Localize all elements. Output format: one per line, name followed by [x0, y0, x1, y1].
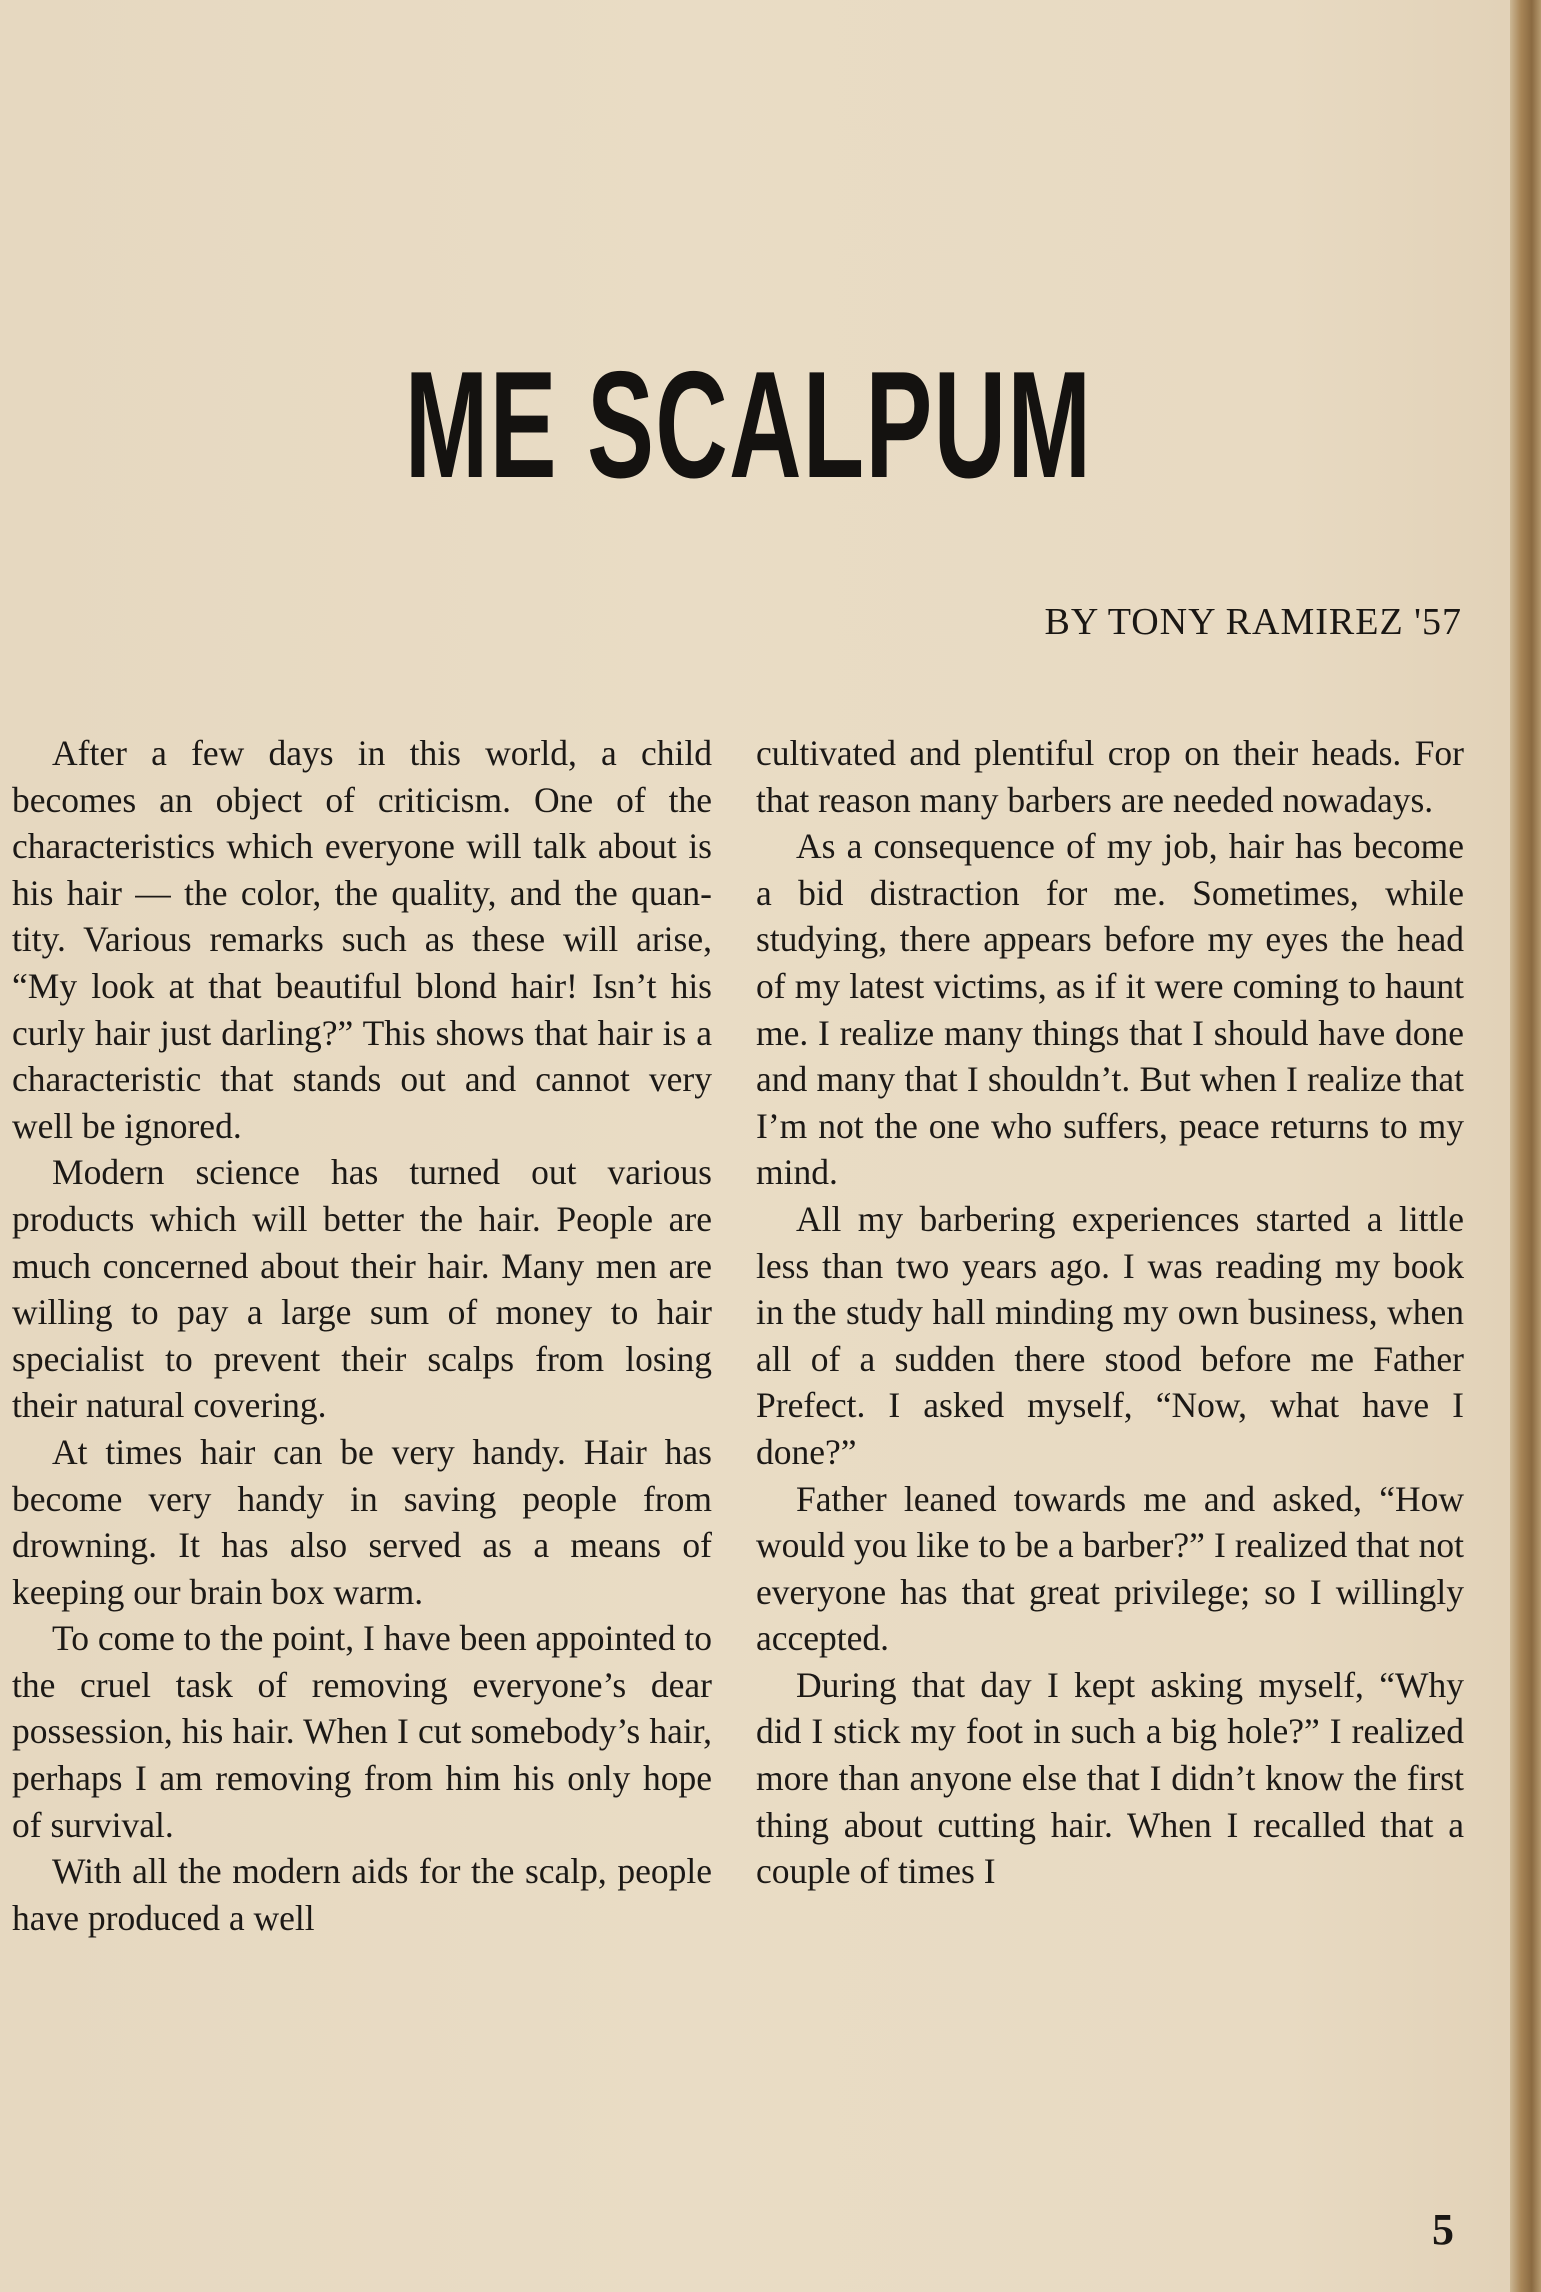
paragraph: At times hair can be very handy. Hair has become very handy in saving people from drowning. It has also served as a means of keeping our brain box warm.	[12, 1431, 712, 1612]
right-text-column	[756, 730, 1464, 1895]
page-binding-edge	[1510, 0, 1541, 2292]
paragraph: During that day I kept asking myself, “Why did I stick my foot in such a big hole?” I realized more than anyone else that I didn’t know the first thing about cutting hair. When I recalled that a couple of times I	[756, 1664, 1464, 1892]
left-text-column	[12, 730, 712, 1941]
article-title: ME SCALPUM	[404, 340, 1093, 510]
paragraph: All my barbering experiences started a little less than two years ago. I was reading my book in the study hall minding my own business, when all of a sudden there stood before me Father Prefect. I asked myself, “Now, what have I done?”	[756, 1198, 1464, 1472]
paragraph: To come to the point, I have been appointed to the cruel task of removing everyone’s dear possession, his hair. When I cut somebody’s hair, perhaps I am removing from him his only hope of survival.	[12, 1618, 712, 1845]
paragraph: Father leaned towards me and asked, “How would you like to be a barber?” I realized that not everyone has that great privilege; so I willingly accepted.	[756, 1478, 1464, 1659]
paragraph: After a few days in this world, a child becomes an object of criticism. One of the characteristics which everyone will talk about is his hair — the color, the quality, and the quantity. Various remarks such as these will arise, “My look at that beautiful blond hair! Isn’t his curly hair just darling?” This shows that hair is a characteristic that stands out and cannot very well be ignored.	[12, 733, 712, 1146]
paragraph: As a consequence of my job, hair has become a bid distraction for me. Sometimes, while studying, there appears before my eyes the head of my latest victims, as if it were coming to haunt me. I realize many things that I should have done and many that I shouldn’t. But when I realize that I’m not the one who suffers, peace returns to my mind.	[756, 826, 1464, 1193]
article-byline: BY TONY RAMIREZ '57	[1044, 601, 1462, 643]
paragraph: Modern science has turned out various products which will better the hair. People are much concerned about their hair. Many men are willing to pay a large sum of money to hair specialist to prevent their scalps from losing their natural covering.	[12, 1152, 712, 1426]
paragraph-continued: cultivated and plentiful crop on their heads. For that reason many barbers are needed nowadays.	[756, 733, 1464, 820]
page-number: 5	[1432, 2205, 1454, 2254]
paragraph: With all the modern aids for the scalp, people have produced a well	[12, 1851, 712, 1938]
